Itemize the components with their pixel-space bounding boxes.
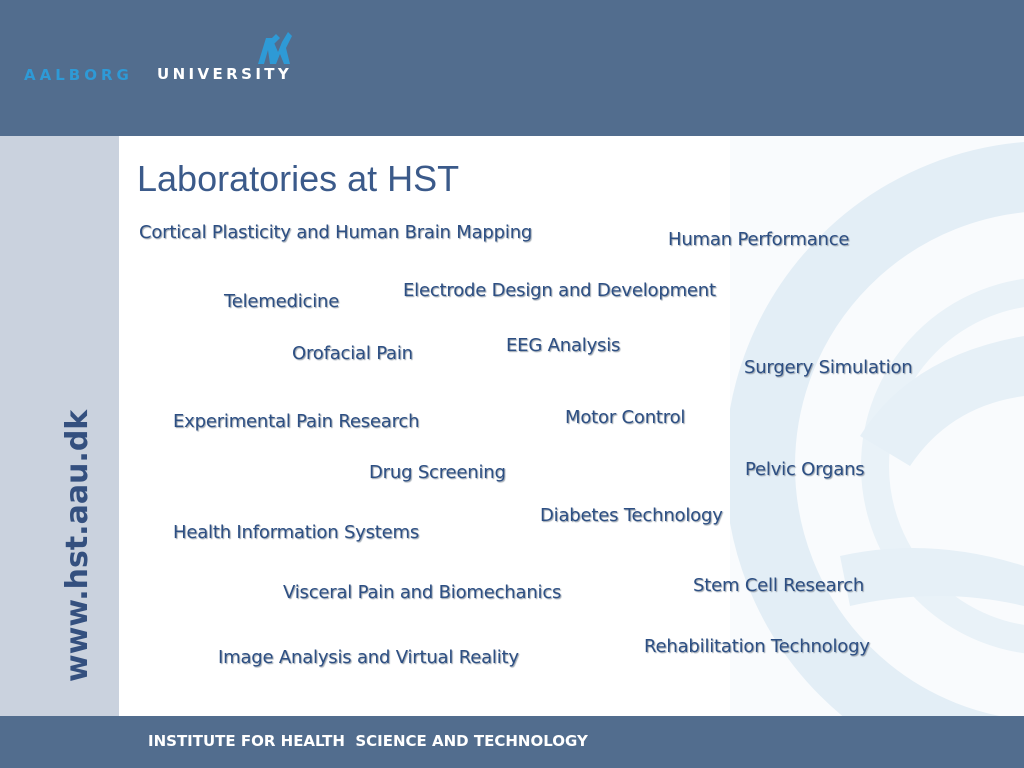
lab-visceral-pain: Visceral Pain and Biomechanics [283, 582, 562, 603]
university-logo[interactable] [24, 30, 324, 90]
lab-drug-screening: Drug Screening [369, 462, 506, 483]
aau-logo-icon [252, 30, 296, 66]
university-seal-watermark [730, 136, 1024, 716]
seal-watermark-icon [730, 136, 1024, 716]
lab-telemedicine: Telemedicine [224, 291, 340, 312]
lab-orofacial-pain: Orofacial Pain [292, 343, 413, 364]
footer-institute-name: INSTITUTE FOR HEALTH SCIENCE AND TECHNOLOGY [148, 732, 588, 750]
lab-pelvic-organs: Pelvic Organs [745, 459, 865, 480]
lab-human-performance: Human Performance [668, 229, 850, 250]
website-url[interactable]: www.hst.aau.dk [60, 409, 95, 682]
lab-motor-control: Motor Control [565, 407, 686, 428]
lab-stem-cell-research: Stem Cell Research [693, 575, 865, 596]
logo-word-aalborg: AALBORG [24, 66, 133, 84]
lab-image-analysis: Image Analysis and Virtual Reality [218, 647, 519, 668]
lab-surgery-simulation: Surgery Simulation [744, 357, 913, 378]
lab-cortical-plasticity: Cortical Plasticity and Human Brain Mapping [139, 222, 533, 243]
footer-band [0, 716, 1024, 768]
lab-rehabilitation-technology: Rehabilitation Technology [644, 636, 870, 657]
lab-electrode-design: Electrode Design and Development [403, 280, 716, 301]
lab-experimental-pain: Experimental Pain Research [173, 411, 420, 432]
lab-eeg-analysis: EEG Analysis [506, 335, 621, 356]
header-band [0, 0, 1024, 136]
left-sidebar [0, 136, 119, 716]
page-title: Laboratories at HST [137, 158, 460, 199]
lab-diabetes-technology: Diabetes Technology [540, 505, 723, 526]
logo-word-university: UNIVERSITY [157, 65, 293, 83]
lab-health-information-systems: Health Information Systems [173, 522, 420, 543]
